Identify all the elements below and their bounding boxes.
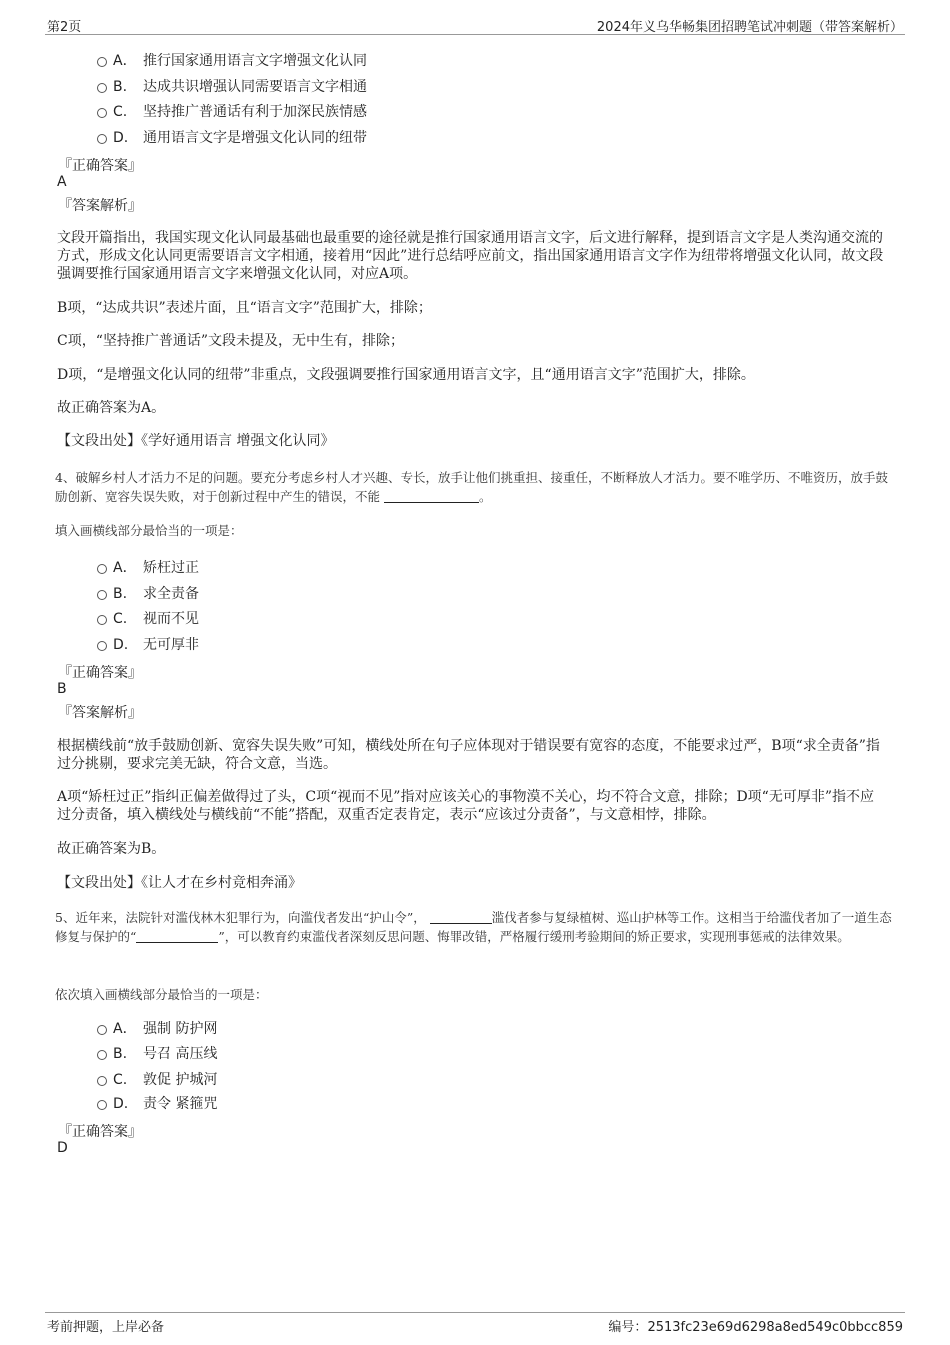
q3-analysis-p1: 文段开篇指出，我国实现文化认同最基础也最重要的途径就是推行国家通用语言文字，后文进行解释，提到语言文字是人类沟通交流的方式，形成文化认同更需要语言文字相通，接着用“因此”进行总结呼应前文，指出国家通用语言文字作为纽带将增强文化认同，故文段强调要推行国家通用语言文字来增强文化认同，对应A项。 — [57, 230, 884, 282]
radio-icon[interactable] — [97, 564, 107, 574]
q3-option-d[interactable]: D. 通用语言文字是增强文化认同的纽带 — [97, 127, 367, 147]
radio-icon[interactable] — [97, 641, 107, 651]
page-footer — [45, 1312, 905, 1335]
document-title: 2024年义乌华畅集团招聘笔试冲刺题（带答案解析） — [596, 20, 903, 35]
radio-icon[interactable] — [97, 108, 107, 118]
q3-correct-label: 『正确答案』 — [58, 158, 142, 174]
q5-option-a[interactable]: A． 强制 防护网 — [97, 1018, 217, 1038]
q3-source: 【文段出处】《学好通用语言 增强文化认同》 — [57, 433, 335, 449]
q4-stem: 4、破解乡村人才活力不足的问题。要充分考虑乡村人才兴趣、专长，放手让他们挑重担、接重任，不断释放人才活力。要不唯学历、不唯资历，放手鼓励创新、宽容失误失败，对于创新过程中产生的错误，不能 。 — [55, 470, 888, 504]
q4-correct-answer: B — [57, 681, 67, 697]
q4-option-a[interactable]: A． 矫枉过正 — [97, 557, 199, 577]
radio-icon[interactable] — [97, 1025, 107, 1035]
radio-icon[interactable] — [97, 615, 107, 625]
radio-icon[interactable] — [97, 1050, 107, 1060]
q5-correct-answer: D — [57, 1140, 68, 1156]
page-number: 第2页 — [47, 20, 82, 35]
radio-icon[interactable] — [97, 1100, 107, 1110]
q4-analysis-label: 『答案解析』 — [58, 705, 142, 721]
q3-analysis-p3: C项，“坚持推广普通话”文段未提及，无中生有，排除； — [57, 333, 405, 349]
radio-icon[interactable] — [97, 590, 107, 600]
q4-analysis-p2: A项“矫枉过正”指纠正偏差做得过了头，C项“视而不见”指对应该关心的事物漠不关心，均不符合文意，排除；D项“无可厚非”指不应过分责备，填入横线处与横线前“不能”搭配，双重否定表肯定，表示“应该过分责备”，与文意相悖，排除。 — [57, 789, 874, 823]
footer-slogan: 考前押题，上岸必备 — [47, 1320, 165, 1335]
q4-option-c[interactable]: C. 视而不见 — [97, 608, 199, 628]
q4-correct-label: 『正确答案』 — [58, 665, 142, 681]
q5-prompt: 依次填入画横线部分最恰当的一项是： — [55, 987, 268, 1002]
q4-option-b[interactable]: B. 求全责备 — [97, 583, 199, 603]
q3-analysis-p4: D项，“是增强文化认同的纽带”非重点，文段强调要推行国家通用语言文字，且“通用语言文字”范围扩大，排除。 — [57, 367, 755, 383]
q3-analysis-p5: 故正确答案为A。 — [57, 400, 166, 416]
page-header — [45, 14, 905, 35]
radio-icon[interactable] — [97, 83, 107, 93]
q5-option-d[interactable]: D. 责令 紧箍咒 — [97, 1093, 217, 1113]
q4-source: 【文段出处】《让人才在乡村竞相奔涌》 — [57, 875, 302, 891]
document-code: 编号：2513fc23e69d6298a8ed549c0bbcc859 — [608, 1320, 903, 1335]
q3-analysis-p2: B项，“达成共识”表述片面，且“语言文字”范围扩大，排除； — [57, 300, 432, 316]
blank-line — [136, 929, 218, 943]
q4-prompt: 填入画横线部分最恰当的一项是： — [55, 523, 243, 538]
radio-icon[interactable] — [97, 1076, 107, 1086]
q5-correct-label: 『正确答案』 — [58, 1124, 142, 1140]
q4-analysis-p3: 故正确答案为B。 — [57, 841, 166, 857]
q4-option-d[interactable]: D. 无可厚非 — [97, 634, 199, 654]
q5-stem: 5、近年来，法院针对滥伐林木犯罪行为，向滥伐者发出“护山令”， 滥伐者参与复绿植树、巡山护林等工作。这相当于给滥伐者加了一道生态修复与保护的“ ”，可以教育约束滥伐者深刻反思问题、悔罪改错，严格履行缓刑考验期间的矫正要求，实现刑事惩戒的法律效果。 — [55, 910, 892, 944]
q3-option-b[interactable]: B. 达成共识增强认同需要语言文字相通 — [97, 76, 367, 96]
radio-icon[interactable] — [97, 57, 107, 67]
q5-option-c[interactable]: C. 敦促 护城河 — [97, 1069, 217, 1089]
blank-line — [384, 489, 479, 503]
q5-option-b[interactable]: B. 号召 高压线 — [97, 1043, 217, 1063]
blank-line — [430, 910, 492, 924]
radio-icon[interactable] — [97, 134, 107, 144]
q3-analysis-label: 『答案解析』 — [58, 198, 142, 214]
q3-correct-answer: A — [57, 174, 67, 190]
q3-option-a[interactable]: A． 推行国家通用语言文字增强文化认同 — [97, 50, 367, 70]
q4-analysis-p1: 根据横线前“放手鼓励创新、宽容失误失败”可知，横线处所在句子应体现对于错误要有宽容的态度，不能要求过严，B项“求全责备”指过分挑剔，要求完美无缺，符合文意，当选。 — [57, 738, 880, 772]
q3-option-c[interactable]: C. 坚持推广普通话有利于加深民族情感 — [97, 101, 367, 121]
